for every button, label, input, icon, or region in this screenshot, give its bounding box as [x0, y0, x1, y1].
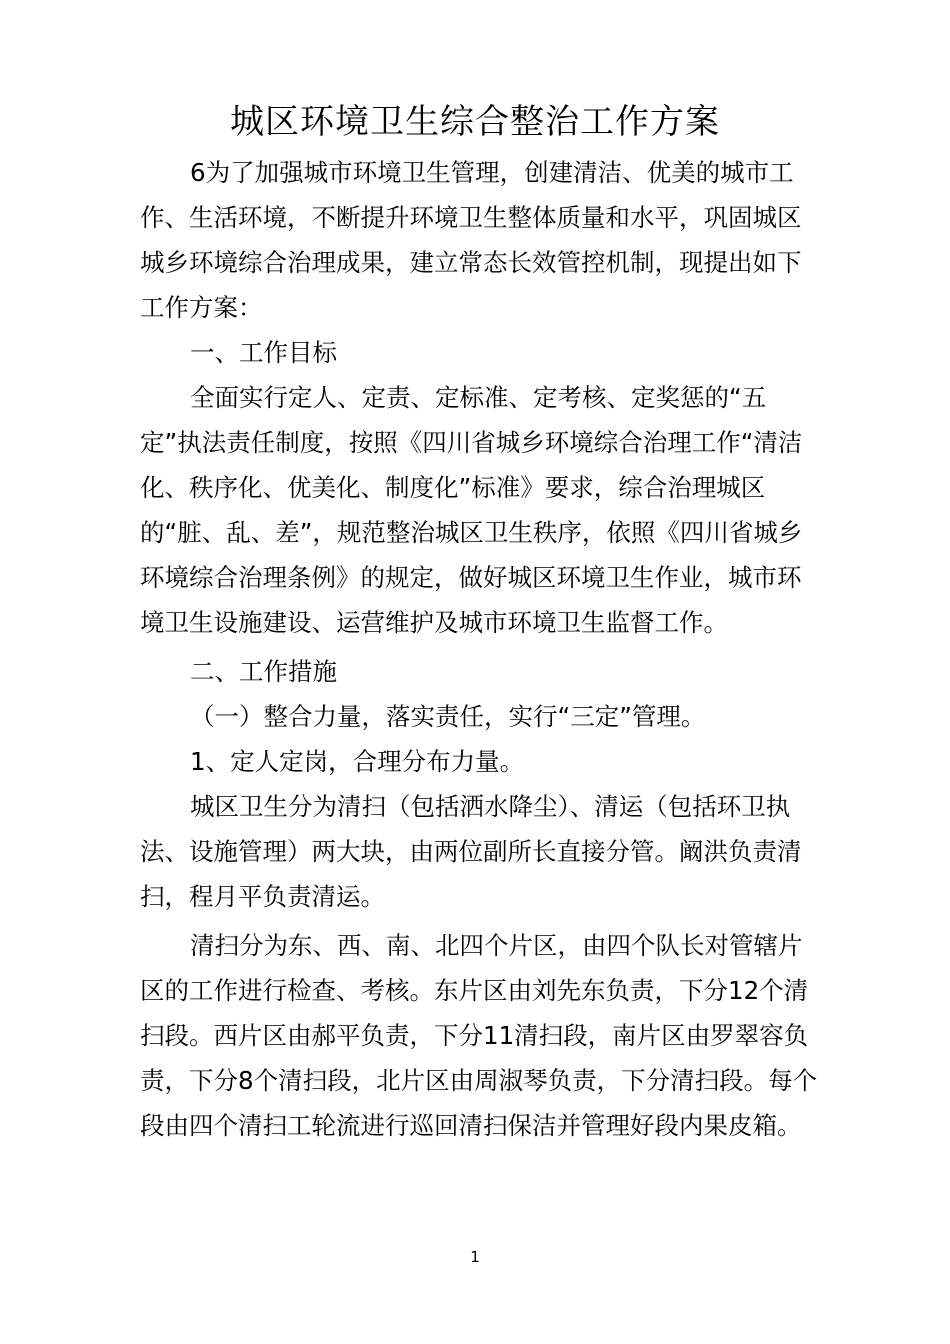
section-heading-goals: 一、工作目标	[190, 338, 337, 367]
document-body	[140, 150, 820, 1148]
subsection-heading: （一）整合力量，落实责任，实行“三定”管理。	[190, 702, 706, 731]
document-title: 城区环境卫生综合整治工作方案	[230, 102, 720, 142]
goals-paragraph: 全面实行定人、定责、定标准、定考核、定奖惩的“五定”执法责任制度，按照《四川省城乡环境综合治理工作“清洁化、秩序化、优美化、制度化”标准》要求，综合治理城区的“脏、乱、差”，规范整治城区卫生秩序，依照《四川省城乡环境综合治理条例》的规定，做好城区环境卫生作业，城市环境卫生设施建设、运营维护及城市环境卫生监督工作。	[140, 383, 803, 637]
cleaning-zones-paragraph: 清扫分为东、西、南、北四个片区，由四个队长对管辖片区的工作进行检查、考核。东片区由刘先东负责，下分12个清扫段。西片区由郝平负责，下分11清扫段，南片区由罗翠容负责，下分8个清扫段，北片区由周淑琴负责，下分清扫段。每个段由四个清扫工轮流进行巡回清扫保洁并管理好段内果皮箱。	[140, 931, 818, 1140]
division-paragraph: 城区卫生分为清扫（包括洒水降尘）、清运（包括环卫执法、设施管理）两大块，由两位副所长直接分管。阚洪负责清扫，程月平负责清运。	[140, 792, 802, 911]
item-heading: 1、定人定岗，合理分布力量。	[190, 747, 525, 776]
intro-paragraph: 6为了加强城市环境卫生管理，创建清洁、优美的城市工作、生活环境，不断提升环境卫生整体质量和水平，巩固城区城乡环境综合治理成果，建立常态长效管控机制，现提出如下工作方案：	[140, 158, 802, 322]
section-heading-measures: 二、工作措施	[190, 657, 337, 686]
page-number: 1	[470, 1248, 480, 1266]
